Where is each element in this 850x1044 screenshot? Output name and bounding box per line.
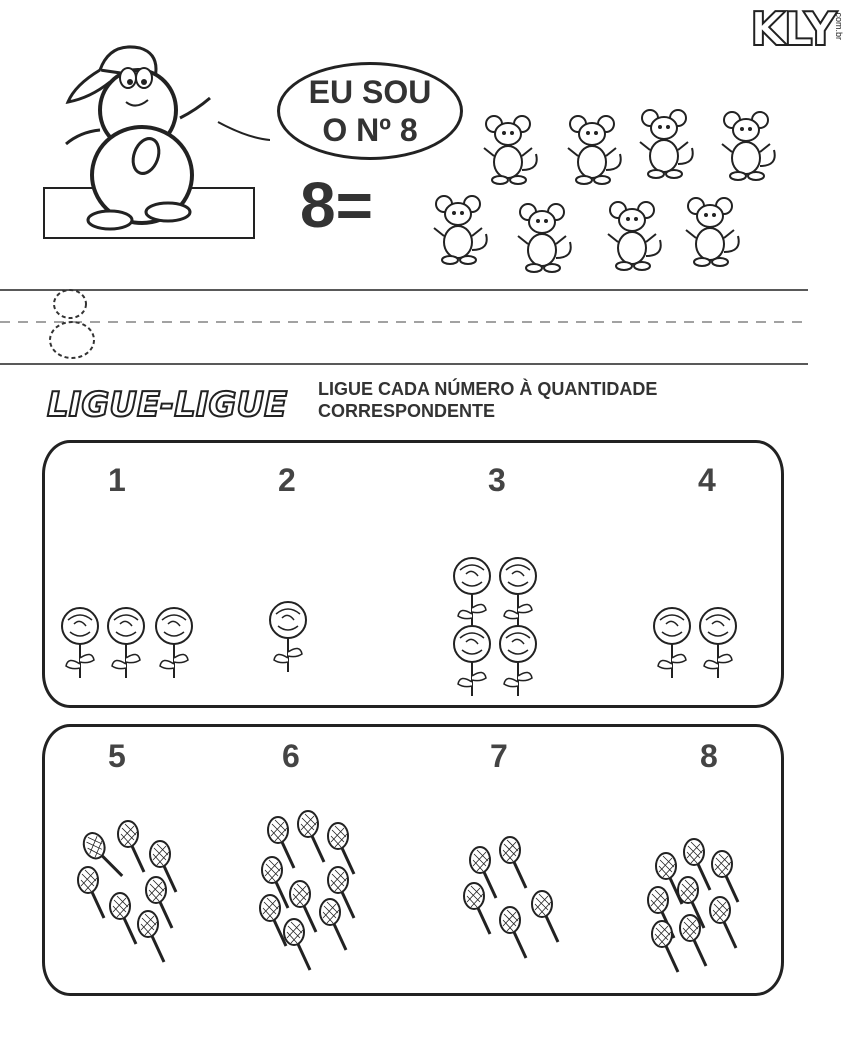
racket-group-8 [648, 839, 738, 972]
bubble-line-1: EU SOU [308, 73, 432, 110]
number-label: 6 [282, 738, 300, 774]
flower-group-1 [62, 608, 192, 678]
flower-groups [50, 550, 750, 700]
flower-group-4 [654, 608, 736, 678]
instruction-text [318, 378, 657, 422]
logo-text: KLY [750, 2, 836, 56]
number-label: 2 [278, 462, 296, 498]
flower-group-2 [270, 602, 306, 672]
number-equation: 8= [300, 169, 373, 241]
instruction-line-1: LIGUE CADA NÚMERO À QUANTIDADE [318, 379, 658, 399]
logo-domain: .com.br [834, 10, 844, 41]
ligue-ligue-title [43, 382, 308, 424]
tracing-lines [0, 288, 808, 366]
racket-group-6 [260, 811, 354, 970]
racket-groups [60, 810, 760, 990]
racket-group-5 [78, 821, 176, 962]
instruction-line-2: CORRESPONDENTE [318, 401, 496, 421]
number-label: 4 [698, 462, 716, 498]
number-label: 3 [488, 462, 506, 498]
number-eight-mascot-icon [40, 40, 270, 250]
kly-logo [748, 4, 844, 58]
racket-group-7 [464, 837, 558, 958]
number-label: 8 [700, 738, 718, 774]
bubble-line-2: O Nº 8 [322, 112, 418, 148]
number-label: 7 [490, 738, 508, 774]
flower-group-3 [454, 558, 536, 696]
number-label: 5 [108, 738, 126, 774]
mice-group [428, 108, 788, 288]
number-label: 1 [108, 462, 126, 498]
svg-text:LIGUE-LIGUE: LIGUE-LIGUE [47, 385, 288, 424]
